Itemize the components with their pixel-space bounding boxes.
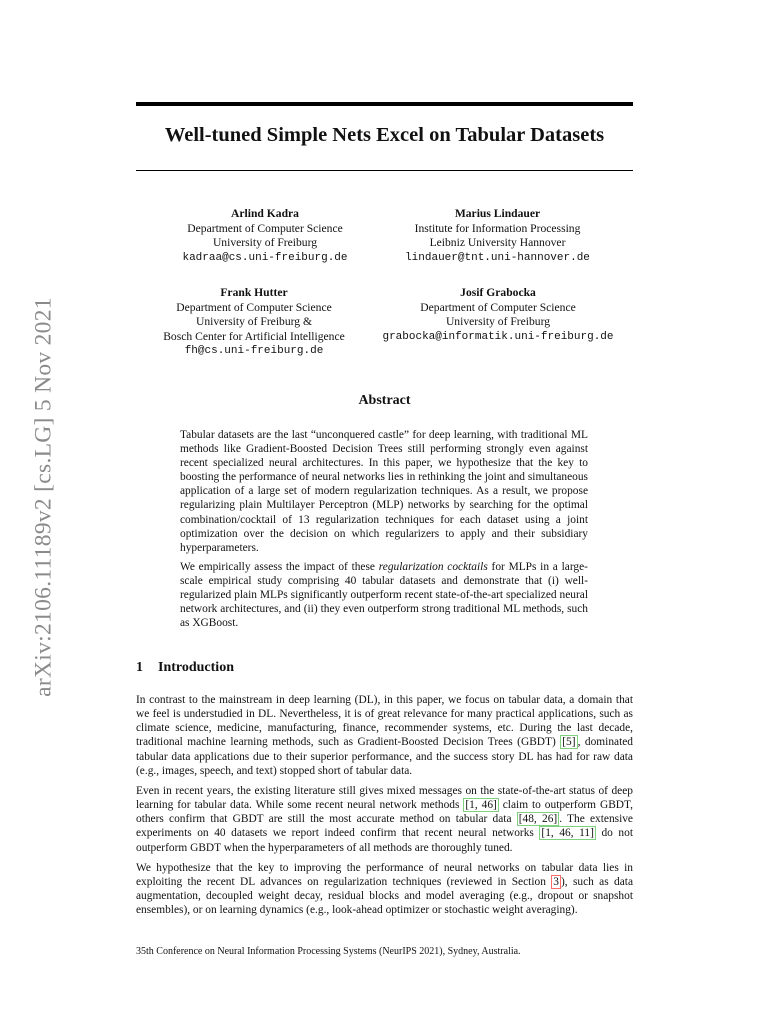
author-affiliation: University of Freiburg & (195, 315, 313, 329)
citation-link[interactable]: [1, 46, 11] (541, 827, 594, 840)
conference-footnote: 35th Conference on Neural Information Processing Systems (NeurIPS 2021), Sydney, Australia. (136, 946, 521, 957)
citation-link[interactable]: [1, 46] (465, 799, 497, 812)
title-rule-bottom (136, 170, 633, 171)
author-affiliation: Department of Computer Science (176, 300, 332, 314)
author-email[interactable]: kadraa@cs.uni-freiburg.de (182, 251, 348, 264)
intro-paragraph (136, 861, 633, 918)
text-span: We empirically assess the impact of these (180, 560, 379, 573)
text-span: claim to outperform GBDT, others confirm that GBDT are still the most accurate method on tabular data (136, 799, 633, 826)
paper-title: Well-tuned Simple Nets Excel on Tabular Datasets (164, 124, 605, 146)
section-heading-introduction (136, 660, 234, 676)
abstract-paragraph (180, 560, 588, 630)
author-affiliation: Department of Computer Science (420, 300, 576, 314)
author-name: Arlind Kadra (231, 207, 299, 220)
author-affiliation: Department of Computer Science (187, 221, 343, 235)
author-affiliation: Leibniz University Hannover (429, 236, 566, 250)
author-block (375, 207, 620, 265)
section-reference-link[interactable]: 3 (553, 875, 559, 888)
text-span: Even in recent years, the existing literature still gives mixed messages on the state-of-the-art status of deep learning for tabular data. While some recent neural network methods (136, 784, 633, 812)
arxiv-identifier: arXiv:2106.11189v2 [cs.LG] 5 Nov 2021 (30, 297, 57, 697)
section-number: 1 (136, 660, 143, 675)
text-span: We hypothesize that the key to improving the performance of neural networks on tabular data lies in exploiting the recent DL advances on regularization techniques (reviewed in Section (136, 861, 633, 888)
section-title: Introduction (158, 660, 234, 675)
author-affiliation: University of Freiburg (445, 315, 551, 329)
citation-link[interactable]: [5] (562, 736, 576, 749)
author-email[interactable]: grabocka@informatik.uni-freiburg.de (382, 330, 614, 343)
intro-paragraph (136, 784, 633, 855)
intro-paragraph (136, 693, 633, 778)
author-email[interactable]: lindauer@tnt.uni-hannover.de (405, 251, 590, 264)
text-span: do not outperform GBDT when the hyperparameters of all methods are thoroughly tuned. (136, 827, 633, 854)
abstract-paragraph: Tabular datasets are the last “unconquered castle” for deep learning, with traditional ML methods like Gradient-Boosted Decision Trees still performing strongly even against recent specialized neural architectures. In this paper, we hypothesize that the key to boosting the performance of neural networks lies in rethinking the joint and simultaneous application of a large set of modern regularization techniques. As a result, we propose regularizing plain Multilayer Perceptron (MLP) networks by searching for the optimal combination/cocktail of 13 regularization techniques for each dataset using a joint optimization over the decision on which regularizers to apply and their subsidiary hyperparameters. (180, 429, 588, 554)
author-name: Marius Lindauer (454, 207, 541, 220)
citation-link[interactable]: [48, 26] (518, 813, 558, 826)
text-span: ), such as data augmentation, decoupled weight decay, residual blocks and model averaging (e.g., dropout or snapshot ensembles), or on learning dynamics (e.g., look-ahead optimizer or stochastic weight averaging). (136, 875, 633, 917)
text-span: In contrast to the mainstream in deep learning (DL), in this paper, we focus on tabular data, a domain that we feel is understudied in DL. Nevertheless, it is of great relevance for many practical applications, such as climate science, medicine, manufacturing, finance, recommender systems, etc. During the last decade, traditional machine learning methods, such as Gradient-Boosted Decision Trees (GBDT) (136, 694, 633, 749)
author-block (160, 207, 370, 265)
emphasis-text: regularization cocktails (378, 560, 488, 573)
author-name: Josif Grabocka (460, 286, 536, 299)
author-email[interactable]: fh@cs.uni-freiburg.de (184, 345, 324, 358)
title-rule-top (136, 102, 633, 106)
author-affiliation: Institute for Information Processing (414, 221, 581, 235)
abstract-body (180, 428, 588, 635)
author-affiliation: Bosch Center for Artificial Intelligence (163, 329, 345, 343)
text-span: , dominated tabular data applications due to their superior performance, and the success story DL has had for raw data (e.g., images, speech, and text) stopped short of tabular data. (136, 736, 633, 777)
author-block (148, 286, 360, 359)
abstract-heading: Abstract (358, 393, 411, 408)
text-span: for MLPs in a large-scale empirical study comprising 40 tabular datasets and demonstrate that (i) well-regularized plain MLPs significantly outperform recent state-of-the-art specialized neural network architectures, and (ii) they even outperform strong traditional ML methods, such as XGBoost. (180, 560, 588, 630)
text-span: . The extensive experiments on 40 datasets we report indeed confirm that recent neural networks (136, 813, 633, 840)
author-name: Frank Hutter (220, 286, 288, 299)
author-block (372, 286, 624, 344)
introduction-body (136, 693, 633, 923)
author-affiliation: University of Freiburg (212, 236, 318, 250)
